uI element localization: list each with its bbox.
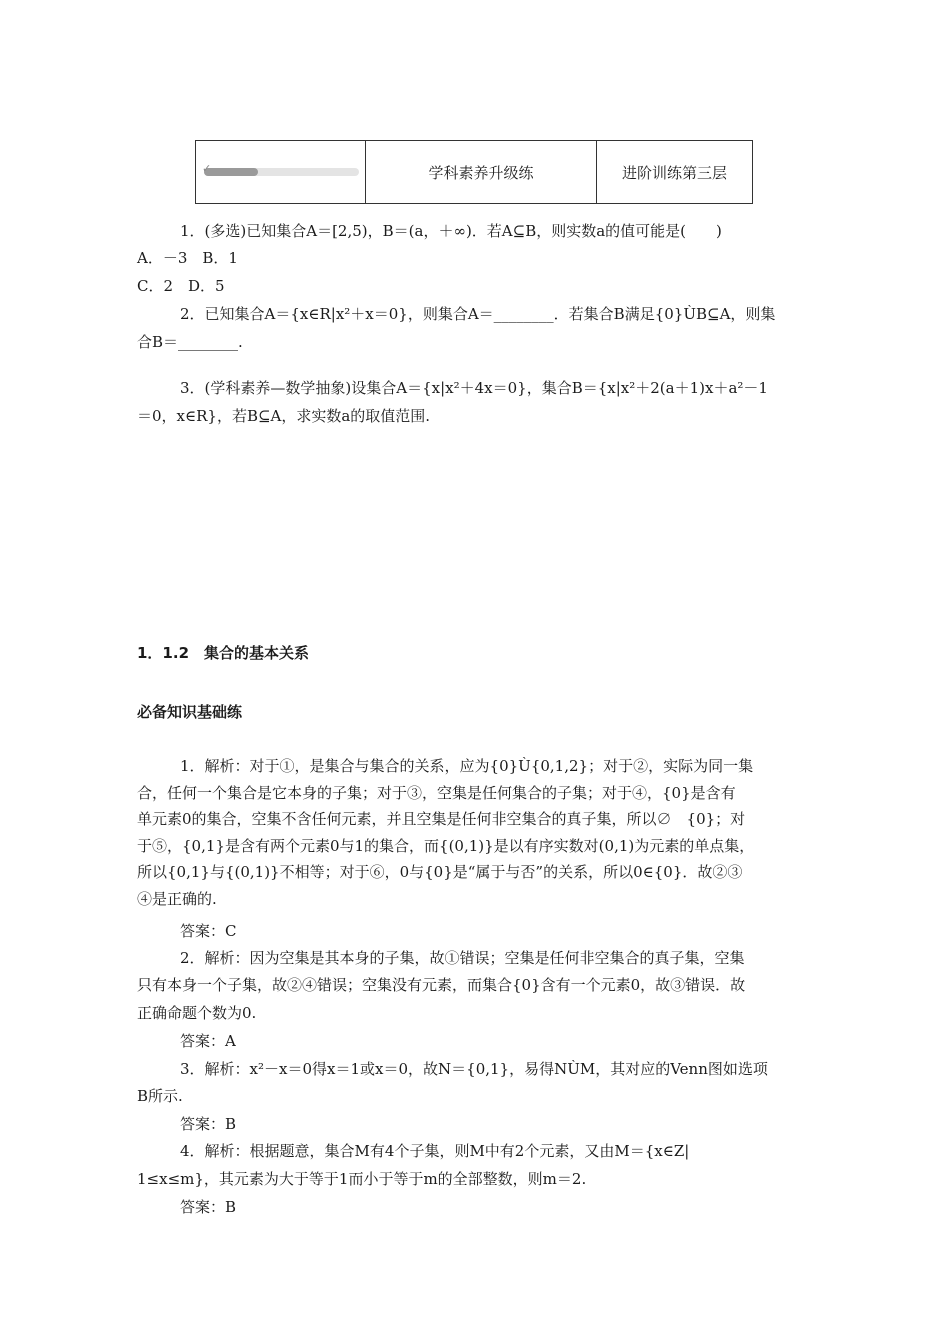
progress-bar-fill: [204, 168, 258, 176]
answer-2-line-2: 只有本身一个子集，故②④错误；空集没有元素，而集合{0}含有一个元素0，故③错误．故: [137, 976, 746, 994]
answer-4-result: 答案：B: [180, 1198, 237, 1216]
question-1: 1．(多选)已知集合A＝[2,5)，B＝(a，＋∞)．若A⊆B，则实数a的值可能是( ): [180, 222, 722, 240]
level-header-table: [195, 140, 753, 204]
answer-4-line-2: 1≤x≤m}，其元素为大于等于1而小于等于m的全部整数，则m＝2.: [137, 1170, 587, 1188]
question-2-line-2: 合B＝________.: [137, 333, 243, 351]
question-1-options-cd: C．2 D．5: [137, 277, 225, 295]
answer-4-line-1: 4．解析：根据题意，集合M有4个子集，则M中有2个元素，又由M＝{x∈Z|: [180, 1142, 690, 1160]
answer-3-line-1: 3．解析：x²－x＝0得x＝1或x＝0，故N＝{0,1}，易得NÙM，其对应的Venn图如选项: [180, 1060, 768, 1078]
answer-2-result: 答案：A: [180, 1032, 236, 1050]
header-col-level: 进阶训练第三层: [621, 163, 727, 182]
answer-1-line-1: 1．解析：对于①，是集合与集合的关系，应为{0}Ù{0,1,2}；对于②，实际为同一集: [180, 757, 754, 775]
answer-1-line-4: 于⑤，{0,1}是含有两个元素0与1的集合，而{(0,1)}是以有序实数对(0,1)为元素的单点集，: [137, 837, 755, 855]
answer-3-result: 答案：B: [180, 1115, 237, 1133]
section-title: 1．1.2 集合的基本关系: [137, 644, 310, 662]
progress-cell: [196, 141, 366, 203]
question-2-line-1: 2．已知集合A＝{x∈R|x²＋x＝0}，则集合A＝________．若集合B满足{0}ÙB⊆A，则集: [180, 305, 776, 323]
answer-1-line-2: 合，任何一个集合是它本身的子集；对于③，空集是任何集合的子集；对于④，{0}是含有: [137, 784, 736, 802]
answer-1-line-5: 所以{0,1}与{(0,1)}不相等；对于⑥，0与{0}是“属于与否”的关系，所以0∈{0}．故②③: [137, 863, 743, 881]
question-3-line-2: ＝0，x∈R}，若B⊆A，求实数a的取值范围.: [137, 407, 431, 425]
subsection-title: 必备知识基础练: [137, 703, 243, 721]
question-3-line-1: 3．(学科素养—数学抽象)设集合A＝{x|x²＋4x＝0}，集合B＝{x|x²＋2(a＋1)x＋a²－1: [180, 379, 768, 397]
answer-2-line-3: 正确命题个数为0.: [137, 1004, 257, 1022]
question-1-options-ab: A．－3 B．1: [137, 249, 238, 267]
progress-bar: [202, 162, 359, 176]
answer-1-line-6: ④是正确的.: [137, 890, 217, 908]
answer-2-line-1: 2．解析：因为空集是其本身的子集，故①错误；空集是任何非空集合的真子集，空集: [180, 949, 745, 967]
answer-3-line-2: B所示.: [137, 1087, 183, 1105]
header-col-title: 学科素养升级练: [366, 141, 597, 203]
answer-1-line-3: 单元素0的集合，空集不含任何元素，并且空集是任何非空集合的真子集，所以∅ {0}；对: [137, 810, 746, 828]
check-icon: ✓: [202, 162, 212, 175]
answer-1-result: 答案：C: [180, 922, 237, 940]
